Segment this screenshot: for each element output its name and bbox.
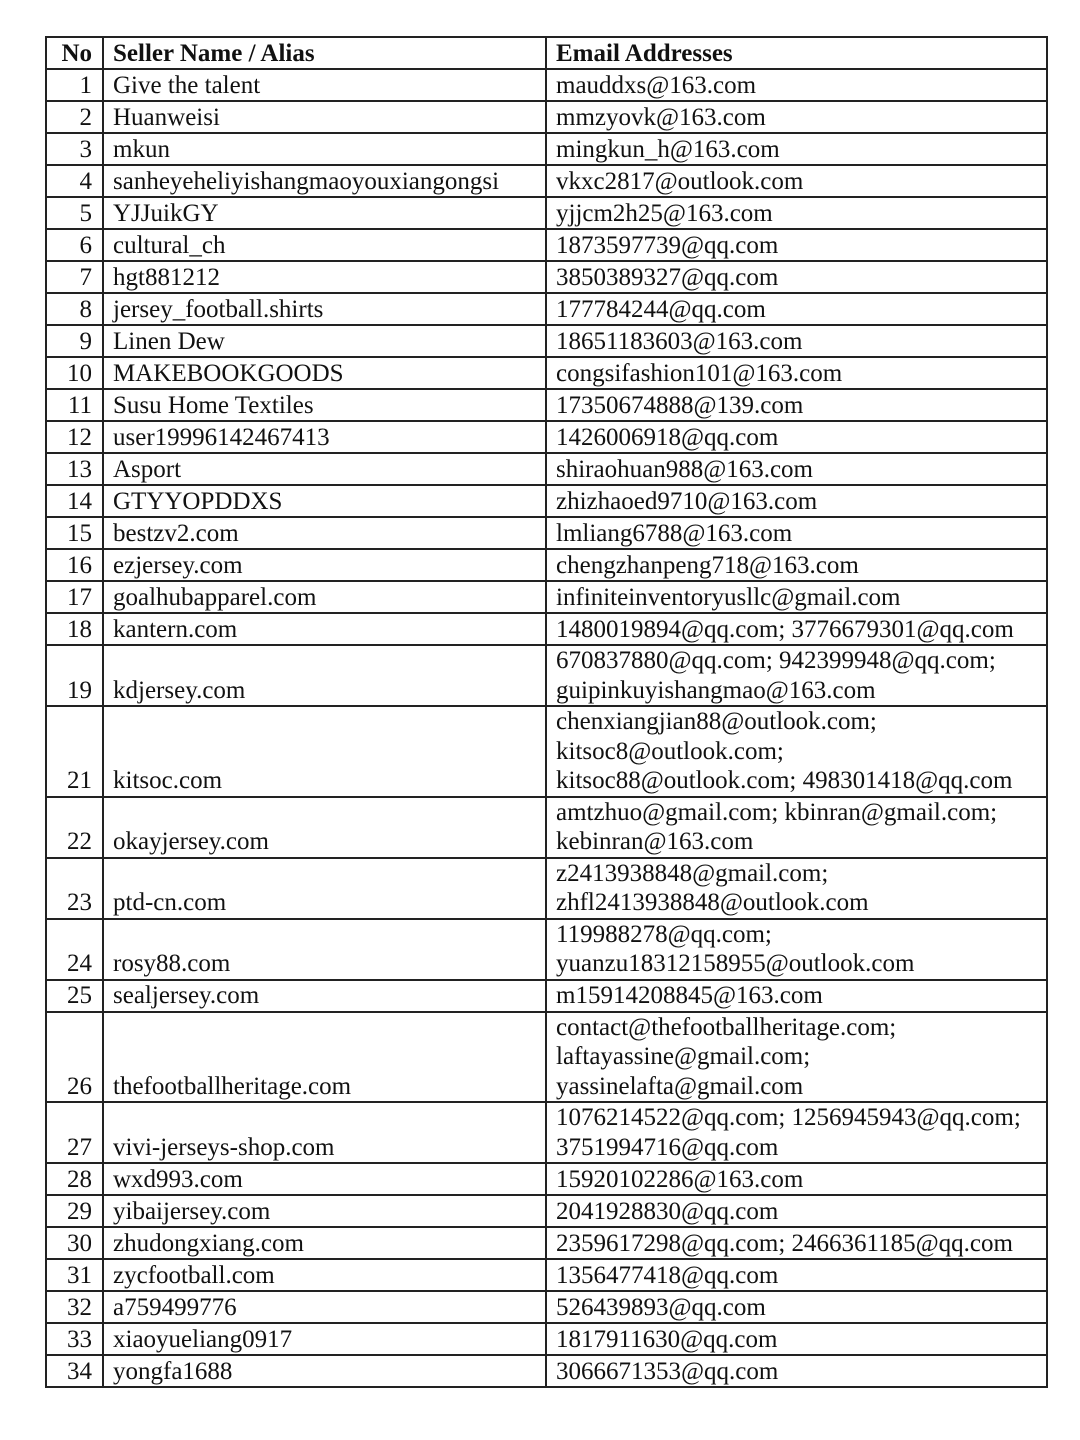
seller-name: hgt881212 — [103, 261, 546, 293]
email-addresses: 1480019894@qq.com; 3776679301@qq.com — [546, 613, 1047, 645]
table-row — [46, 229, 1047, 261]
table-row — [46, 517, 1047, 549]
table-row — [46, 197, 1047, 229]
email-addresses: 1817911630@qq.com — [546, 1323, 1047, 1355]
header-email: Email Addresses — [546, 37, 1047, 69]
seller-name: mkun — [103, 133, 546, 165]
table-row — [46, 1355, 1047, 1387]
email-addresses: vkxc2817@outlook.com — [546, 165, 1047, 197]
email-addresses: amtzhuo@gmail.com; kbinran@gmail.com; kebinran@163.com — [546, 797, 1047, 858]
email-addresses: 1076214522@qq.com; 1256945943@qq.com; 3751994716@qq.com — [546, 1102, 1047, 1163]
row-number: 31 — [46, 1259, 103, 1291]
seller-name: thefootballheritage.com — [103, 1012, 546, 1103]
table-row — [46, 1291, 1047, 1323]
email-addresses: zhizhaoed9710@163.com — [546, 485, 1047, 517]
row-number: 14 — [46, 485, 103, 517]
row-number: 6 — [46, 229, 103, 261]
row-number: 28 — [46, 1163, 103, 1195]
email-addresses: mauddxs@163.com — [546, 69, 1047, 101]
row-number: 8 — [46, 293, 103, 325]
table-row — [46, 261, 1047, 293]
email-addresses: 526439893@qq.com — [546, 1291, 1047, 1323]
row-number: 17 — [46, 581, 103, 613]
email-addresses: lmliang6788@163.com — [546, 517, 1047, 549]
seller-name: zhudongxiang.com — [103, 1227, 546, 1259]
seller-name: ptd-cn.com — [103, 858, 546, 919]
row-number: 19 — [46, 645, 103, 706]
email-addresses: z2413938848@gmail.com; zhfl2413938848@outlook.com — [546, 858, 1047, 919]
seller-name: yongfa1688 — [103, 1355, 546, 1387]
row-number: 22 — [46, 797, 103, 858]
row-number: 7 — [46, 261, 103, 293]
email-addresses: infiniteinventoryusllc@gmail.com — [546, 581, 1047, 613]
seller-name: Huanweisi — [103, 101, 546, 133]
table-row — [46, 293, 1047, 325]
email-addresses: 1873597739@qq.com — [546, 229, 1047, 261]
email-addresses: 17350674888@139.com — [546, 389, 1047, 421]
row-number: 34 — [46, 1355, 103, 1387]
row-number: 15 — [46, 517, 103, 549]
seller-name: goalhubapparel.com — [103, 581, 546, 613]
email-addresses: m15914208845@163.com — [546, 980, 1047, 1012]
seller-name: a759499776 — [103, 1291, 546, 1323]
email-addresses: chenxiangjian88@outlook.com; kitsoc8@outlook.com; kitsoc88@outlook.com; 498301418@qq.com — [546, 706, 1047, 797]
email-addresses: shiraohuan988@163.com — [546, 453, 1047, 485]
email-addresses: 3850389327@qq.com — [546, 261, 1047, 293]
row-number: 16 — [46, 549, 103, 581]
table-row — [46, 325, 1047, 357]
table-row — [46, 797, 1047, 858]
table-row — [46, 165, 1047, 197]
row-number: 3 — [46, 133, 103, 165]
email-addresses: 1426006918@qq.com — [546, 421, 1047, 453]
seller-name: MAKEBOOKGOODS — [103, 357, 546, 389]
table-row — [46, 357, 1047, 389]
table-row — [46, 1227, 1047, 1259]
seller-name: Asport — [103, 453, 546, 485]
seller-name: yibaijersey.com — [103, 1195, 546, 1227]
email-addresses: 18651183603@163.com — [546, 325, 1047, 357]
seller-name: rosy88.com — [103, 919, 546, 980]
email-addresses: 1356477418@qq.com — [546, 1259, 1047, 1291]
email-addresses: 119988278@qq.com; yuanzu18312158955@outlook.com — [546, 919, 1047, 980]
email-addresses: mmzyovk@163.com — [546, 101, 1047, 133]
seller-name: sealjersey.com — [103, 980, 546, 1012]
table-row — [46, 1102, 1047, 1163]
email-addresses: contact@thefootballheritage.com; laftayassine@gmail.com; yassinelafta@gmail.com — [546, 1012, 1047, 1103]
seller-name: user19996142467413 — [103, 421, 546, 453]
row-number: 4 — [46, 165, 103, 197]
email-addresses: 2359617298@qq.com; 2466361185@qq.com — [546, 1227, 1047, 1259]
seller-name: sanheyeheliyishangmaoyouxiangongsi — [103, 165, 546, 197]
seller-name: zycfootball.com — [103, 1259, 546, 1291]
table-row — [46, 706, 1047, 797]
seller-name: GTYYOPDDXS — [103, 485, 546, 517]
seller-name: vivi-jerseys-shop.com — [103, 1102, 546, 1163]
row-number: 26 — [46, 1012, 103, 1103]
row-number: 32 — [46, 1291, 103, 1323]
seller-email-table — [45, 36, 1048, 1388]
seller-name: YJJuikGY — [103, 197, 546, 229]
table-row — [46, 645, 1047, 706]
table-row — [46, 858, 1047, 919]
table-row — [46, 1259, 1047, 1291]
seller-name: cultural_ch — [103, 229, 546, 261]
row-number: 30 — [46, 1227, 103, 1259]
table-row — [46, 1323, 1047, 1355]
table-row — [46, 549, 1047, 581]
seller-name: bestzv2.com — [103, 517, 546, 549]
table-row — [46, 613, 1047, 645]
header-row — [46, 37, 1047, 69]
seller-name: ezjersey.com — [103, 549, 546, 581]
table-row — [46, 980, 1047, 1012]
row-number: 18 — [46, 613, 103, 645]
table-row — [46, 453, 1047, 485]
table-row — [46, 919, 1047, 980]
row-number: 25 — [46, 980, 103, 1012]
row-number: 10 — [46, 357, 103, 389]
email-addresses: chengzhanpeng718@163.com — [546, 549, 1047, 581]
table-row — [46, 1195, 1047, 1227]
email-addresses: 3066671353@qq.com — [546, 1355, 1047, 1387]
row-number: 33 — [46, 1323, 103, 1355]
table-row — [46, 485, 1047, 517]
header-no: No — [46, 37, 103, 69]
table-row — [46, 581, 1047, 613]
email-addresses: 2041928830@qq.com — [546, 1195, 1047, 1227]
table-row — [46, 1163, 1047, 1195]
email-addresses: 177784244@qq.com — [546, 293, 1047, 325]
email-addresses: 670837880@qq.com; 942399948@qq.com; guipinkuyishangmao@163.com — [546, 645, 1047, 706]
table-row — [46, 133, 1047, 165]
seller-name: okayjersey.com — [103, 797, 546, 858]
seller-name: kantern.com — [103, 613, 546, 645]
row-number: 27 — [46, 1102, 103, 1163]
row-number: 9 — [46, 325, 103, 357]
seller-name: Give the talent — [103, 69, 546, 101]
seller-name: Linen Dew — [103, 325, 546, 357]
table-row — [46, 69, 1047, 101]
table-row — [46, 101, 1047, 133]
table-row — [46, 389, 1047, 421]
table-row — [46, 1012, 1047, 1103]
row-number: 11 — [46, 389, 103, 421]
row-number: 21 — [46, 706, 103, 797]
row-number: 1 — [46, 69, 103, 101]
table-row — [46, 421, 1047, 453]
seller-name: Susu Home Textiles — [103, 389, 546, 421]
header-seller-name: Seller Name / Alias — [103, 37, 546, 69]
email-addresses: 15920102286@163.com — [546, 1163, 1047, 1195]
seller-name: wxd993.com — [103, 1163, 546, 1195]
email-addresses: mingkun_h@163.com — [546, 133, 1047, 165]
row-number: 13 — [46, 453, 103, 485]
seller-name: kdjersey.com — [103, 645, 546, 706]
row-number: 23 — [46, 858, 103, 919]
email-addresses: yjjcm2h25@163.com — [546, 197, 1047, 229]
row-number: 5 — [46, 197, 103, 229]
row-number: 2 — [46, 101, 103, 133]
email-addresses: congsifashion101@163.com — [546, 357, 1047, 389]
row-number: 29 — [46, 1195, 103, 1227]
row-number: 12 — [46, 421, 103, 453]
seller-name: kitsoc.com — [103, 706, 546, 797]
table-body — [46, 69, 1047, 1387]
seller-name: xiaoyueliang0917 — [103, 1323, 546, 1355]
seller-name: jersey_football.shirts — [103, 293, 546, 325]
row-number: 24 — [46, 919, 103, 980]
